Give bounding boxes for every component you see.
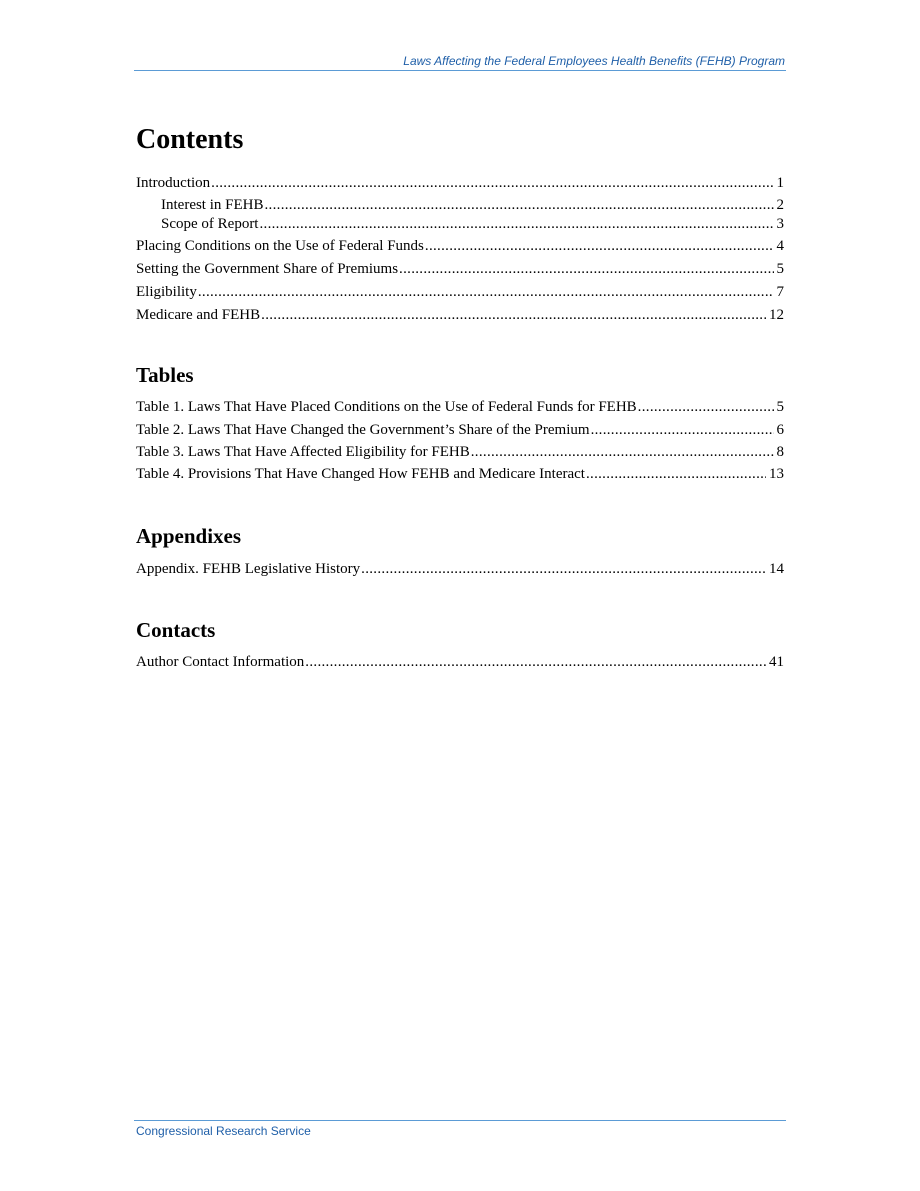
toc-entry-page: 3 xyxy=(776,216,784,232)
toc-entry-eligibility[interactable] xyxy=(136,283,784,302)
toc-entry-label: Eligibility xyxy=(136,284,197,300)
toc-entry-page: 13 xyxy=(769,466,784,482)
contents-heading: Contents xyxy=(136,124,244,155)
toc-entry-page: 6 xyxy=(776,422,784,438)
toc-entry-table-1[interactable] xyxy=(136,398,784,417)
contacts-heading: Contacts xyxy=(136,618,216,642)
running-title: Laws Affecting the Federal Employees Health Benefits (FEHB) Program xyxy=(403,54,785,68)
toc-entry-government-share[interactable] xyxy=(136,260,784,279)
toc-entry-page: 12 xyxy=(769,307,784,323)
dot-leader xyxy=(471,443,774,462)
toc-entry-label: Medicare and FEHB xyxy=(136,307,261,323)
dot-leader xyxy=(198,283,774,302)
toc-entry-page: 2 xyxy=(776,197,784,213)
toc-entry-label: Table 2. Laws That Have Changed the Government’s Share of the Premium xyxy=(136,422,590,438)
toc-entry-appendix[interactable] xyxy=(136,560,784,579)
toc-entry-medicare-and-fehb[interactable] xyxy=(136,306,784,325)
toc-entry-label: Introduction xyxy=(136,175,211,191)
dot-leader xyxy=(591,421,774,440)
publisher-name: Congressional Research Service xyxy=(136,1124,311,1138)
toc-entry-interest-in-fehb[interactable] xyxy=(161,196,784,215)
toc-entry-label: Scope of Report xyxy=(161,216,259,232)
toc-entry-page: 5 xyxy=(776,399,784,415)
toc-entry-page: 7 xyxy=(776,284,784,300)
dot-leader xyxy=(305,653,766,672)
toc-entry-label: Interest in FEHB xyxy=(161,197,264,213)
toc-entry-label: Table 3. Laws That Have Affected Eligibility for FEHB xyxy=(136,444,470,460)
toc-entry-label: Setting the Government Share of Premiums xyxy=(136,261,399,277)
dot-leader xyxy=(361,560,766,579)
dot-leader xyxy=(586,465,766,484)
toc-entry-label: Placing Conditions on the Use of Federal Funds xyxy=(136,238,424,254)
page-header xyxy=(134,54,786,71)
dot-leader xyxy=(211,174,773,193)
toc-entry-page: 41 xyxy=(769,654,784,670)
toc-entry-placing-conditions[interactable] xyxy=(136,237,784,256)
toc-entry-page: 5 xyxy=(776,261,784,277)
appendixes-heading: Appendixes xyxy=(136,524,242,548)
toc-entry-table-2[interactable] xyxy=(136,421,784,440)
dot-leader xyxy=(638,398,774,417)
tables-heading: Tables xyxy=(136,363,194,387)
toc-entry-label: Table 1. Laws That Have Placed Conditions on the Use of Federal Funds for FEHB xyxy=(136,399,637,415)
dot-leader xyxy=(259,215,773,234)
dot-leader xyxy=(265,196,774,215)
dot-leader xyxy=(261,306,766,325)
toc-entry-table-3[interactable] xyxy=(136,443,784,462)
toc-entry-label: Appendix. FEHB Legislative History xyxy=(136,561,361,577)
toc-entry-scope-of-report[interactable] xyxy=(161,215,784,234)
toc-entry-page: 14 xyxy=(769,561,784,577)
dot-leader xyxy=(399,260,773,279)
page-footer xyxy=(134,1120,786,1138)
toc-entry-page: 4 xyxy=(776,238,784,254)
toc-entry-table-4[interactable] xyxy=(136,465,784,484)
toc-entry-page: 1 xyxy=(776,175,784,191)
dot-leader xyxy=(425,237,774,256)
toc-entry-author-contact[interactable] xyxy=(136,653,784,672)
toc-entry-introduction[interactable] xyxy=(136,174,784,193)
toc-entry-label: Table 4. Provisions That Have Changed How FEHB and Medicare Interact xyxy=(136,466,585,482)
toc-entry-page: 8 xyxy=(776,444,784,460)
toc-entry-label: Author Contact Information xyxy=(136,654,305,670)
